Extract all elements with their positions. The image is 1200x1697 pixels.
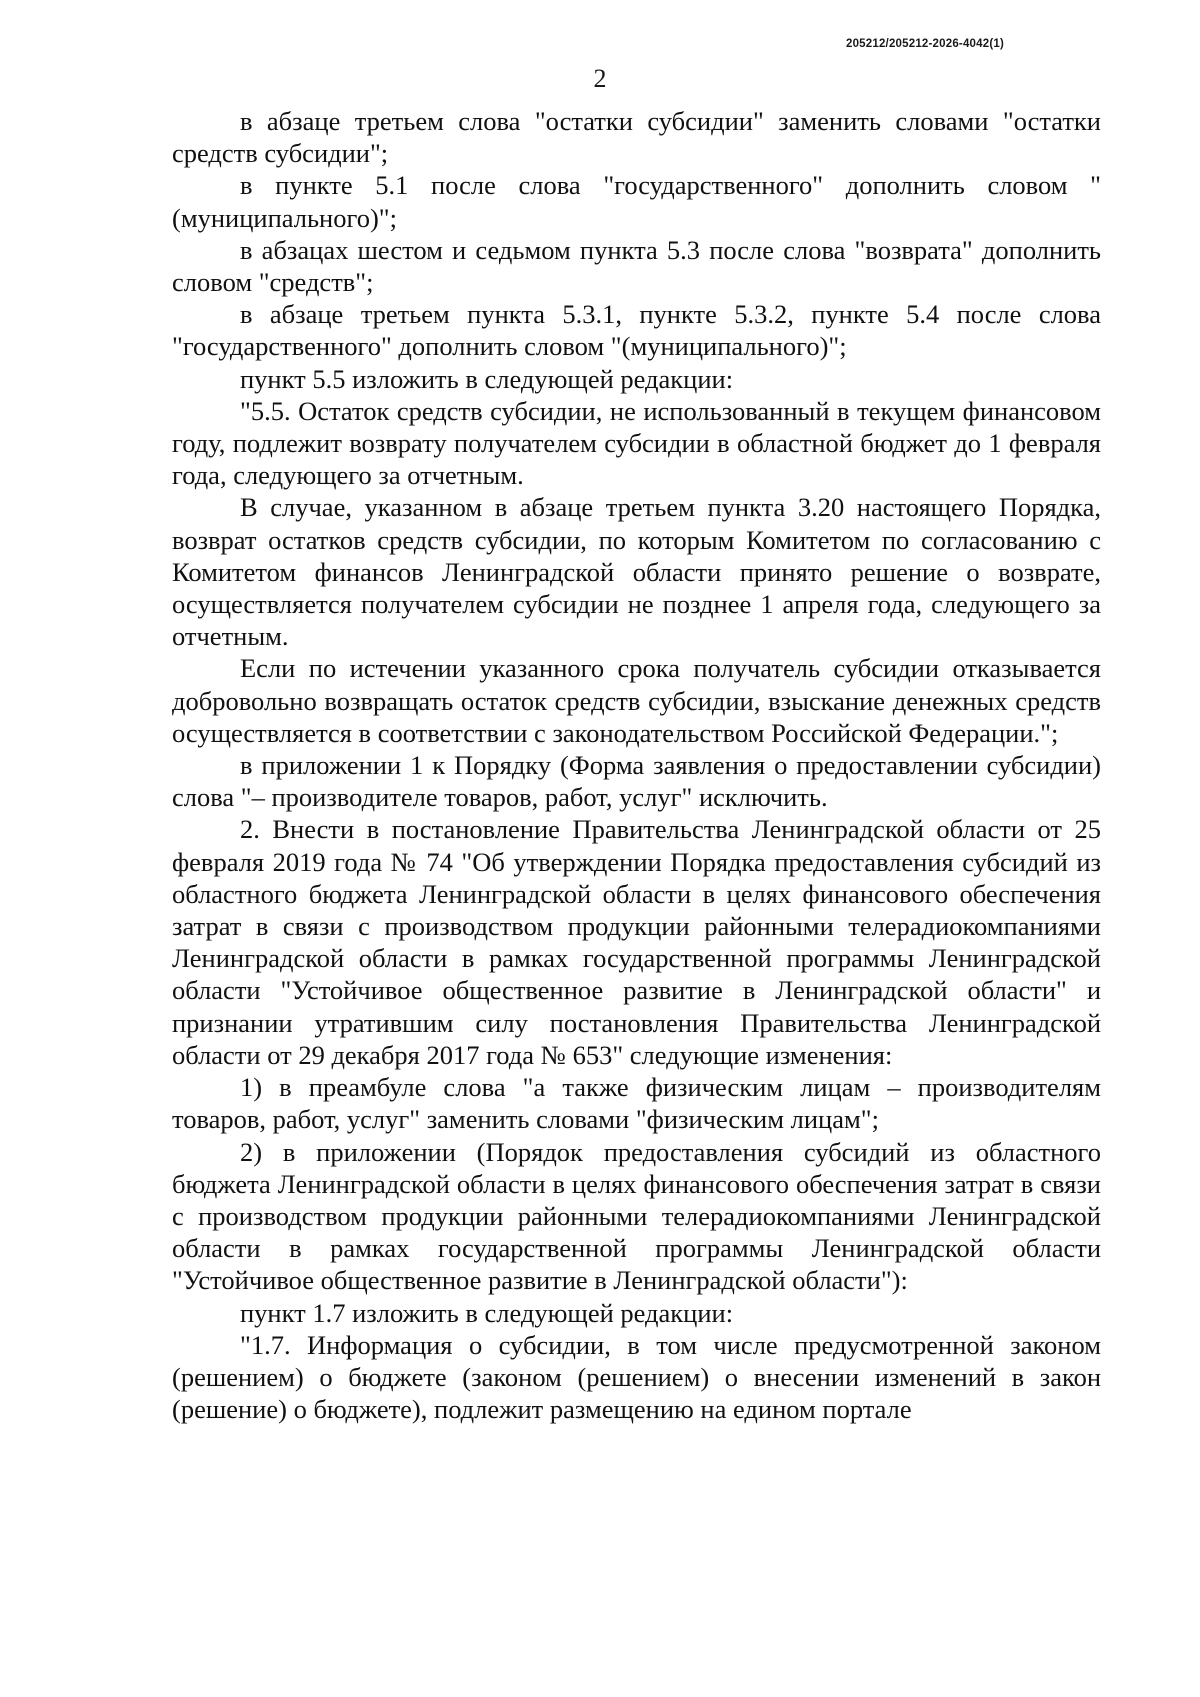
page-number: 2 (593, 64, 607, 93)
paragraph: 1) в преамбуле слова "а также физическим лицам – производителям товаров, работ, услуг" заменить словами "физическим лицам"; (172, 1072, 1101, 1135)
paragraph: 2) в приложении (Порядок предоставления субсидий из областного бюджета Ленинградской области в целях финансового обеспечения затрат в связи с производством продукции районными телерадиокомпаниями Ленинградской области в рамках государственной программы Ленинградской области "Устойчивое общественное развитие в Ленинградской области"): (172, 1136, 1101, 1296)
document-body (172, 105, 1101, 1425)
paragraph: "1.7. Информация о субсидии, в том числе предусмотренной законом (решением) о бюджете (законом (решением) о внесении изменений в закон (решение) о бюджете), подлежит размещению на едином портале (172, 1329, 1101, 1425)
paragraph: в абзаце третьем слова "остатки субсидии" заменить словами "остатки средств субсидии"; (172, 106, 1101, 169)
paragraph: в пункте 5.1 после слова "государственного" дополнить словом "(муниципального)"; (172, 170, 1101, 233)
paragraph: в абзацах шестом и седьмом пункта 5.3 после слова "возврата" дополнить словом "средств"; (172, 234, 1101, 298)
paragraph: Если по истечении указанного срока получатель субсидии отказывается добровольно возвращать остаток средств субсидии, взыскание денежных средств осуществляется в соответствии с законодательством Российской Федерации."; (172, 653, 1101, 748)
paragraph: в приложении 1 к Порядку (Форма заявления о предоставлении субсидии) слова "– производителе товаров, работ, услуг" исключить. (172, 750, 1101, 813)
paragraph: в абзаце третьем пункта 5.3.1, пункте 5.3.2, пункте 5.4 после слова "государственного" дополнить словом "(муниципального)"; (172, 299, 1101, 362)
paragraph: пункт 1.7 изложить в следующей редакции: (240, 1297, 734, 1328)
paragraph: пункт 5.5 изложить в следующей редакции: (240, 363, 734, 394)
document-id: 205212/205212-2026-4042(1) (845, 38, 1004, 50)
paragraph: "5.5. Остаток средств субсидии, не использованный в текущем финансовом году, подлежит возврату получателем субсидии в областной бюджет до 1 февраля года, следующего за отчетным. (172, 395, 1101, 491)
paragraph: 2. Внести в постановление Правительства Ленинградской области от 25 февраля 2019 года № 74 "Об утверждении Порядка предоставления субсидий из областного бюджета Ленинградской области в целях финансового обеспечения затрат в связи с производством продукции районными телерадиокомпаниями Ленинградской области в рамках государственной программы Ленинградской области "Устойчивое общественное развитие в Ленинградской области" и признании утратившим силу постановления Правительства Ленинградской области от 29 декабря 2017 года № 653" следующие изменения: (172, 814, 1101, 1070)
paragraph: В случае, указанном в абзаце третьем пункта 3.20 настоящего Порядка, возврат остатков средств субсидии, по которым Комитетом по согласованию с Комитетом финансов Ленинградской области принято решение о возврате, осуществляется получателем субсидии не позднее 1 апреля года, следующего за отчетным. (172, 492, 1101, 652)
